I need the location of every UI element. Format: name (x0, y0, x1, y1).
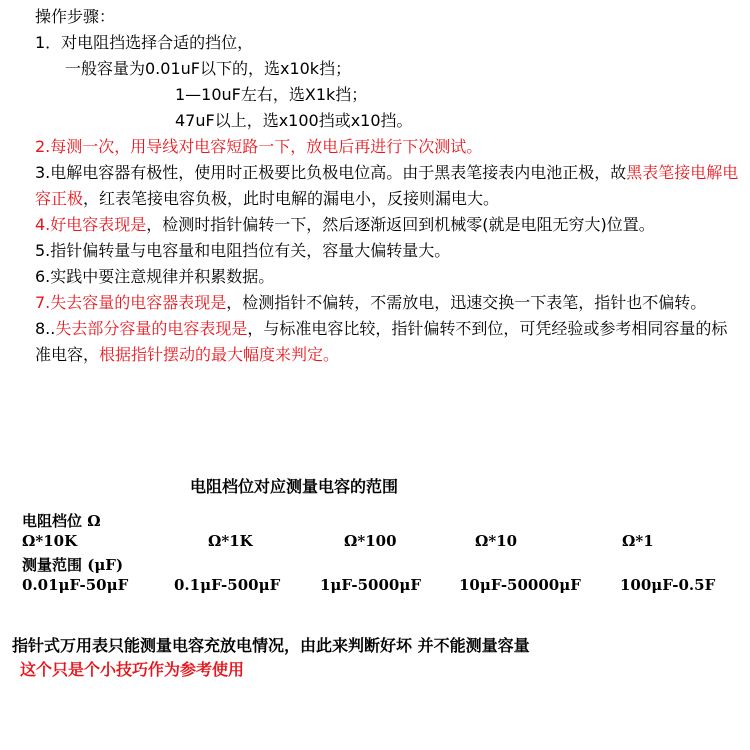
gear-cell: Ω*10K (22, 532, 78, 550)
step-3-text-a: 3.电解电容器有极性，使用时正极要比负极电位高。由于黑表笔接表内电池正极，故 (35, 163, 627, 182)
step-3 (35, 160, 740, 212)
range-cell: 10μF-50000μF (459, 576, 581, 594)
range-cell: 0.01μF-50μF (22, 576, 129, 594)
range-cell: 0.1μF-500μF (174, 576, 281, 594)
step-1-line-3: 1—10uF左右，选X1k挡； (175, 85, 368, 104)
step-8-prefix: 8.. (35, 319, 56, 338)
step-8-highlight: 失去部分容量的电容表现是 (55, 319, 248, 338)
step-7-highlight: 7.失去容量的电容器表现是 (35, 293, 227, 312)
usage-note (12, 634, 530, 682)
step-3-text-b: ，红表笔接电容负极，此时电解的漏电小，反接则漏电大。 (83, 189, 500, 208)
gear-cell: Ω*100 (344, 532, 397, 550)
step-1-line-1: 1．对电阻挡选择合适的挡位， (35, 33, 254, 52)
usage-note-line-1: 指针式万用表只能测量电容充放电情况，由此来判断好坏 并不能测量容量 (12, 636, 530, 655)
range-cell: 1μF-5000μF (320, 576, 421, 594)
gear-label: 电阻档位 Ω (22, 512, 101, 530)
step-8-highlight-2: 根据指针摆动的最大幅度来判定。 (99, 345, 340, 364)
range-cell: 100μF-0.5F (620, 576, 716, 594)
step-2: 2.每测一次，用导线对电容短路一下，放电后再进行下次测试。 (35, 137, 483, 156)
step-4-highlight: 4.好电容表现是 (35, 215, 147, 234)
operation-steps (35, 4, 740, 368)
range-table-title: 电阻档位对应测量电容的范围 (190, 477, 399, 496)
gear-cell: Ω*1 (622, 532, 654, 550)
step-7-text: ，检测指针不偏转，不需放电，迅速交换一下表笔，指针也不偏转。 (226, 293, 707, 312)
step-7 (35, 290, 740, 316)
gear-cell: Ω*10 (475, 532, 518, 550)
usage-note-line-2: 这个只是个小技巧作为参考使用 (20, 660, 245, 679)
gear-cell: Ω*1K (208, 532, 253, 550)
step-1-line-2: 一般容量为0.01uF以下的，选x10k挡； (65, 59, 352, 78)
steps-heading: 操作步骤： (35, 7, 116, 26)
step-4 (35, 212, 740, 238)
step-8-text: ，与标准电容比较，指针偏转不到位，可凭经验或参考相同容量的标准电容， (35, 319, 728, 364)
step-8 (35, 316, 740, 368)
step-6: 6.实践中要注意规律并积累数据。 (35, 267, 275, 286)
range-label: 测量范围 (μF) (22, 556, 124, 574)
step-5: 5.指针偏转量与电容量和电阻挡位有关，容量大偏转量大。 (35, 241, 451, 260)
step-1-line-4: 47uF以上，选x100挡或x10挡。 (175, 111, 413, 130)
step-4-text: ，检测时指针偏转一下，然后逐渐返回到机械零(就是电阻无穷大)位置。 (146, 215, 655, 234)
step-3-highlight: 黑表笔接电解电容正极 (35, 163, 739, 208)
range-table (22, 510, 742, 598)
